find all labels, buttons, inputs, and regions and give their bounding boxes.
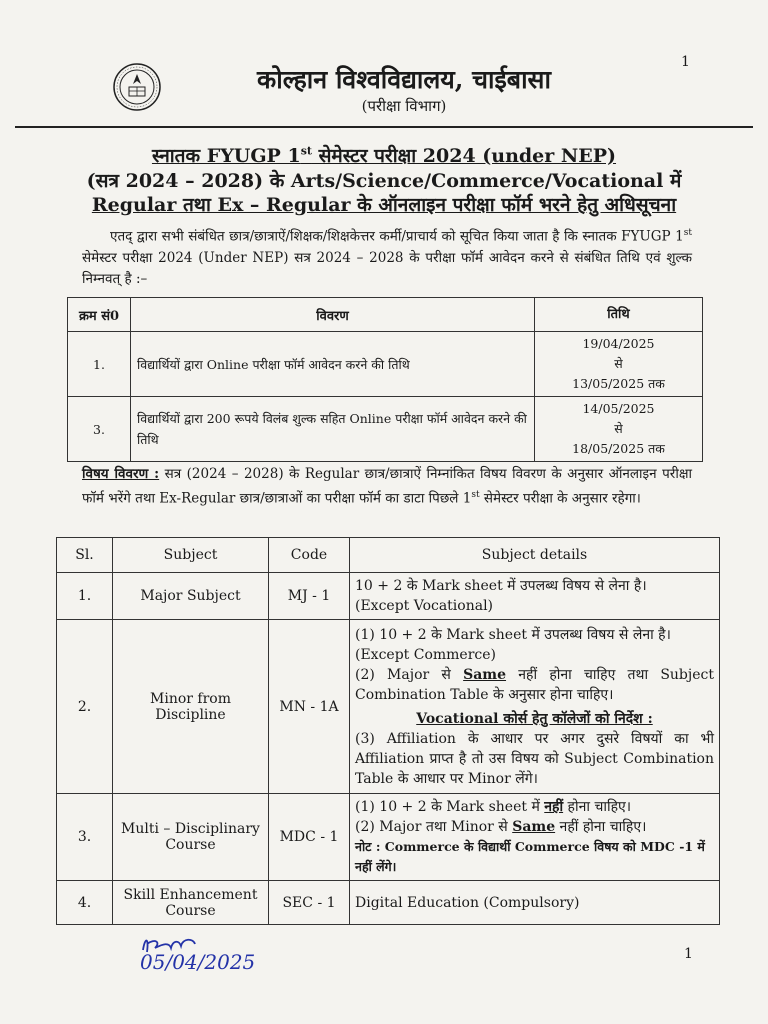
header-sl: Sl. — [57, 538, 113, 573]
date-cell: 19/04/2025 से 13/05/2025 तक — [535, 332, 703, 397]
sl-cell: 2. — [57, 620, 113, 794]
department-name: (परीक्षा विभाग) — [361, 97, 447, 115]
header-date: तिथि — [535, 298, 703, 332]
code-cell: MJ - 1 — [269, 573, 350, 620]
date-cell: 14/05/2025 से 18/05/2025 तक — [535, 397, 703, 462]
header-serial: क्रम सं0 — [68, 298, 131, 332]
header-subject: Subject — [113, 538, 269, 573]
intro-paragraph: एतद् द्वारा सभी संबंधित छात्र/छात्राऐं/शिक्षक/शिक्षकेत्तर कर्मी/प्राचार्य को सूचित किया जाता है कि स्नातक FYUGP 1st सेमेस्टर परीक्षा 2024 (Under NEP) सत्र 2024 – 2028 के परीक्षा फॉर्म आवेदन करने से संबंधित तिथि एवं शुल्क निम्नवत् है :– — [82, 228, 692, 287]
schedule-table — [67, 297, 703, 462]
table-row — [57, 881, 720, 925]
subject-cell: Skill Enhancement Course — [113, 881, 269, 925]
subject-cell: Major Subject — [113, 573, 269, 620]
table-row — [57, 573, 720, 620]
serial-cell: 1. — [68, 332, 131, 397]
sl-cell: 4. — [57, 881, 113, 925]
subject-cell: Minor from Discipline — [113, 620, 269, 794]
code-cell: MDC - 1 — [269, 794, 350, 881]
details-cell: Digital Education (Compulsory) — [350, 881, 720, 925]
code-cell: SEC - 1 — [269, 881, 350, 925]
subjects-header-row — [57, 538, 720, 573]
table-row — [68, 332, 703, 397]
sl-cell: 3. — [57, 794, 113, 881]
notice-title-line3: Regular तथा Ex – Regular के ऑनलाइन परीक्षा फॉर्म भरने हेतु अधिसूचना — [91, 194, 677, 216]
header-description: विवरण — [131, 298, 535, 332]
details-cell: (1) 10 + 2 के Mark sheet में उपलब्ध विषय से लेना है। (Except Commerce) (2) Major से Same नहीं होना चाहिए तथा Subject Combination Table के अनुसार होना चाहिए। Vocational कोर्स हेतु कॉलेजों को निर्देश : (3) Affiliation के आधार पर अगर दुसरे विषयों का भी Affiliation प्राप्त है तो उस विषय को Subject Combination Table के आधार पर Minor लेंगे। — [350, 620, 720, 794]
subject-cell: Multi – Disciplinary Course — [113, 794, 269, 881]
subjects-table — [56, 537, 720, 925]
notice-title-line2: (सत्र 2024 – 2028) के Arts/Science/Commerce/Vocational में — [86, 170, 682, 192]
sl-cell: 1. — [57, 573, 113, 620]
header-subject-details: Subject details — [350, 538, 720, 573]
header-code: Code — [269, 538, 350, 573]
table-row — [57, 620, 720, 794]
details-cell: (1) 10 + 2 के Mark sheet में नहीं होना चाहिए। (2) Major तथा Minor से Same नहीं होना चाहिए। नोट : Commerce के विद्यार्थी Commerce विषय को MDC -1 में नहीं लेंगे। — [350, 794, 720, 881]
details-cell: 10 + 2 के Mark sheet में उपलब्ध विषय से लेना है। (Except Vocational) — [350, 573, 720, 620]
table-row — [57, 794, 720, 881]
schedule-header-row — [68, 298, 703, 332]
description-cell: विद्यार्थियों द्वारा 200 रूपये विलंब शुल्क सहित Online परीक्षा फॉर्म आवेदन करने की तिथि — [131, 397, 535, 462]
subject-note-label: विषय विवरण : — [82, 466, 160, 482]
header-divider — [15, 126, 753, 128]
page-number-top: 1 — [681, 54, 690, 70]
code-cell: MN - 1A — [269, 620, 350, 794]
university-name: कोल्हान विश्वविद्यालय, चाईबासा — [257, 65, 551, 94]
page-number-bottom: 1 — [684, 946, 693, 962]
subject-note-paragraph: विषय विवरण : सत्र (2024 – 2028) के Regular छात्र/छात्राऐं निम्नांकित विषय विवरण के अनुसार ऑनलाइन परीक्षा फॉर्म भरेंगे तथा Ex-Regular छात्र/छात्राओं का परीक्षा फॉर्म का डाटा पिछले 1st सेमेस्टर परीक्षा के अनुसार रहेगा। — [82, 466, 692, 507]
notice-title-line1: स्नातक FYUGP 1st सेमेस्टर परीक्षा 2024 (under NEP) — [151, 144, 617, 167]
serial-cell: 3. — [68, 397, 131, 462]
table-row — [68, 397, 703, 462]
description-cell: विद्यार्थियों द्वारा Online परीक्षा फॉर्म आवेदन करने की तिथि — [131, 332, 535, 397]
signature-date: 05/04/2025 — [140, 950, 256, 974]
